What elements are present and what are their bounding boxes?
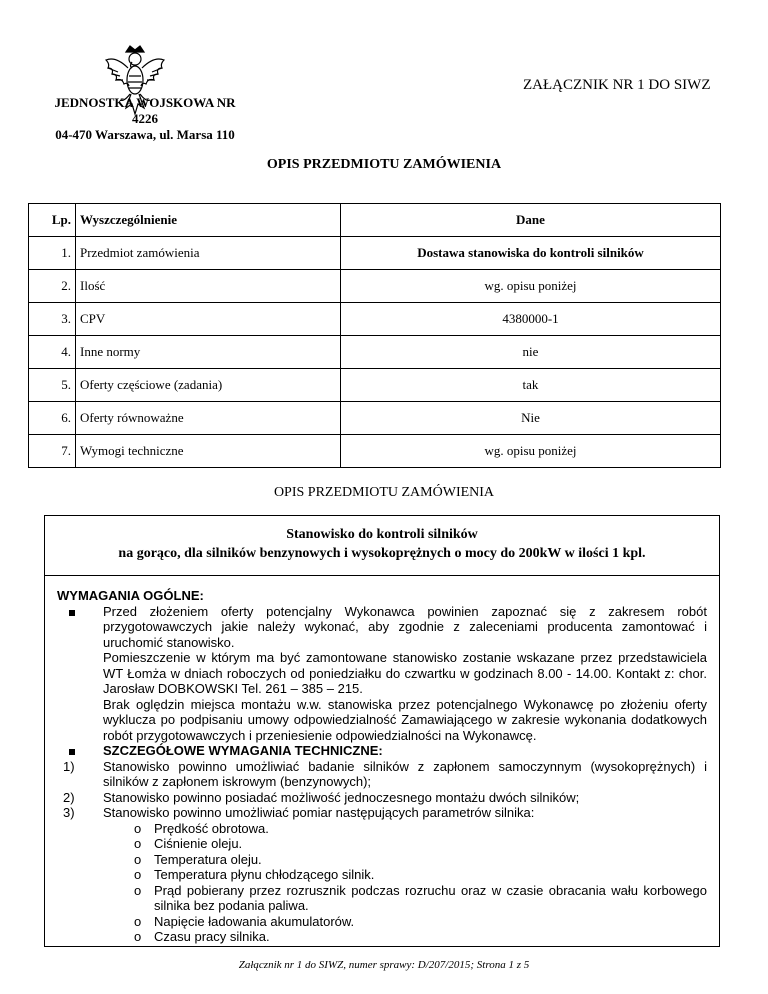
parameter-text: Temperatura oleju. [154,851,262,867]
item-number: 2) [63,789,75,805]
parameter-item [57,852,707,868]
item-number: 3) [63,805,75,820]
table-row [29,369,721,402]
section-title: OPIS PRZEDMIOTU ZAMÓWIENIA [273,485,495,500]
item-text: Stanowisko powinno umożliwiać badanie silników z zapłonem samoczynnym (wysokoprężnych) i silników z zapłonem iskrowym (benzynowych); [103,758,707,789]
table-row [29,303,721,336]
general-requirement-item [57,604,707,744]
table-row [29,270,721,303]
parameter-text: Temperatura płynu chłodzącego silnik. [154,867,375,882]
item-text: Stanowisko powinno posiadać możliwość jednoczesnego montażu dwóch silników; [103,789,580,805]
row-name: Inne normy [76,336,341,369]
item-text: Stanowisko powinno umożliwiać pomiar następujących parametrów silnika: [103,805,535,820]
table-row [29,336,721,369]
detailed-requirements-header: SZCZEGÓŁOWE WYMAGANIA TECHNICZNE: [103,743,383,758]
row-name: Ilość [76,270,341,303]
row-value: 4380000-1 [341,303,721,336]
row-name: Wymogi techniczne [76,435,341,468]
header-lp: Lp. [29,204,76,237]
row-lp: 4. [29,336,76,369]
heading-line-1: Stanowisko do kontroli silników [286,527,478,542]
table-row [29,237,721,270]
requirements-box [44,515,720,947]
row-value: nie [341,336,721,369]
row-value: tak [341,369,721,402]
unit-name: JEDNOSTKA WOJSKOWA NR 4226 [54,95,236,126]
header-value: Dane [341,204,721,237]
circle-bullet-icon: o [134,913,142,929]
parameter-text: Czasu pracy silnika. [154,929,270,944]
row-lp: 7. [29,435,76,468]
square-bullet-icon [69,743,75,759]
row-name: CPV [76,303,341,336]
unit-address: 04-470 Warszawa, ul. Marsa 110 [55,127,235,142]
row-lp: 2. [29,270,76,303]
row-lp: 1. [29,237,76,270]
square-bullet-icon [69,604,75,620]
unit-block [40,95,250,143]
row-name: Oferty równoważne [76,402,341,435]
parameter-text: Prąd pobierany przez rozrusznik podczas rozruchu oraz w czasie obracania wału korbowego silnika bez podania paliwa. [154,882,707,913]
row-value: wg. opisu poniżej [341,270,721,303]
item-number: 1) [63,758,75,774]
circle-bullet-icon: o [134,836,142,851]
general-paragraph-1: Przed złożeniem oferty potencjalny Wykonawca powinien zapoznać się z zakresem robót przygotowawczych jakie należy wykonać, aby zgodnie z zaleceniami producenta zamontować i uruchomić stanowisko. [103,603,707,650]
general-paragraph-3: Brak oględzin miejsca montażu w.w. stanowiska przez potencjalnego Wykonawcę po złożeniu oferty wyklucza po podpisaniu umowy odpowiedzialność Zamawiającego w zakresie wykonania dodatkowych robót przygotowawczych i przeniesienie odpowiedzialności na Wykonawcę. [103,696,707,743]
row-value: wg. opisu poniżej [341,435,721,468]
row-lp: 3. [29,303,76,336]
circle-bullet-icon: o [134,929,142,944]
parameter-item [57,836,707,852]
circle-bullet-icon: o [134,820,142,836]
specification-table [28,203,721,468]
page-footer: Załącznik nr 1 do SIWZ, numer sprawy: D/207/2015; Strona 1 z 5 [238,959,530,971]
circle-bullet-icon: o [134,867,142,882]
row-name: Przedmiot zamówienia [76,237,341,270]
detailed-requirements-item [57,743,707,759]
row-lp: 5. [29,369,76,402]
circle-bullet-icon: o [134,851,142,867]
list-item [57,790,707,806]
parameter-text: Prędkość obrotowa. [154,820,269,836]
row-name: Oferty częściowe (zadania) [76,369,341,402]
parameter-text: Ciśnienie oleju. [154,836,243,851]
parameter-text: Napięcie ładowania akumulatorów. [154,913,355,929]
annex-label: ZAŁĄCZNIK NR 1 DO SIWZ [523,77,711,93]
table-row [29,402,721,435]
parameter-item [57,883,707,914]
parameter-item [57,867,707,883]
requirements-heading [45,516,719,576]
circle-bullet-icon: o [134,882,142,898]
row-value: Dostawa stanowiska do kontroli silników [341,237,721,270]
heading-line-2: na gorąco, dla silników benzynowych i wysokoprężnych o mocy do 200kW w ilości 1 kpl. [118,546,646,561]
page-title: OPIS PRZEDMIOTU ZAMÓWIENIA [266,157,502,172]
row-lp: 6. [29,402,76,435]
list-item [57,759,707,790]
requirements-content [45,576,719,945]
row-value: Nie [341,402,721,435]
table-row [29,435,721,468]
general-requirements-header: WYMAGANIA OGÓLNE: [57,588,204,603]
parameter-item [57,914,707,930]
general-paragraph-2: Pomieszczenie w którym ma być zamontowane stanowisko zostanie wskazane przez przedstawiciela WT Łomża w dniach roboczych od poniedziałku do czwartku w godzinach 8.00 - 14.00. Kontakt z: chor. Jarosław DOBKOWSKI Tel. 261 – 385 – 215. [103,650,707,696]
list-item [57,805,707,821]
parameter-item [57,821,707,837]
parameter-item [57,929,707,945]
table-header-row [29,204,721,237]
header-name: Wyszczególnienie [76,204,341,237]
